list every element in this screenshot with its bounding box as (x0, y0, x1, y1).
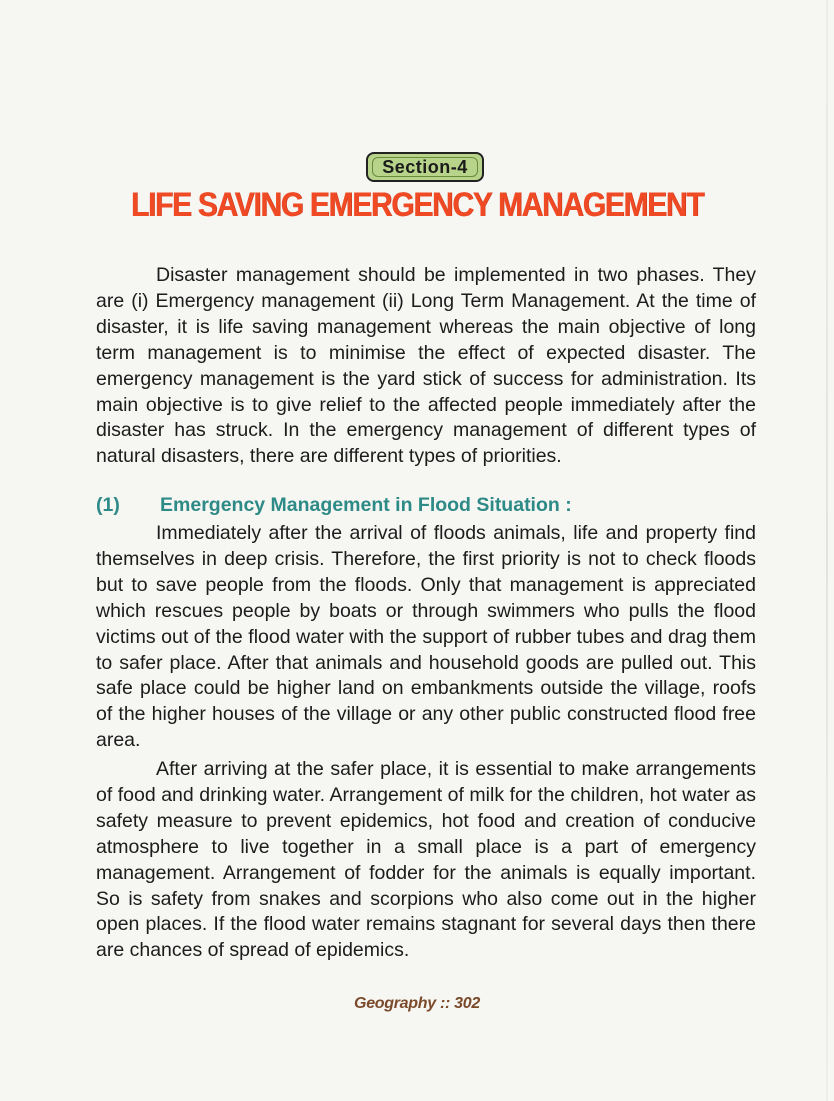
safer-place-paragraph: After arriving at the safer place, it is essential to make arrangements of food and drinking water. Arrangement of milk for the children, hot water as safety measure to prevent epidemics, hot food and creation of conducive atmosphere to live together in a small place is a part of emergency management. Arrangement of fodder for the animals is equally important. So is safety from snakes and scorpions who also come out in the higher open places. If the flood water remains stagnant for several days then there are chances of spread of epidemics. (96, 758, 756, 962)
intro-paragraph: Disaster management should be implemented in two phases. They are (i) Emergency management (ii) Long Term Management. At the time of disaster, it is life saving management whereas the main objective of long term management is to minimise the effect of expected disaster. The emergency management is the yard stick of success for administration. Its main objective is to give relief to the affected people immediately after the disaster has struck. In the emergency management of different types of natural disasters, there are different types of priorities. (96, 264, 756, 468)
page-edge-shadow (826, 0, 828, 1101)
section-badge (366, 152, 484, 182)
page-footer: Geography :: 302 (354, 995, 480, 1012)
flood-rescue-paragraph: Immediately after the arrival of floods animals, life and property find themselves in deep crisis. Therefore, the first priority is not to check floods but to save people from the floods. Only that management is appreciated which rescues people by boats or through swimmers who pulls the flood victims out of the flood water with the support of rubber tubes and drag them to safer place. After that animals and household goods are pulled out. This safe place could be higher land on embankments outside the village, roofs of the higher houses of the village or any other public constructed flood free area. (96, 522, 756, 752)
subsection-number: (1) (96, 494, 120, 516)
page-title: LIFE SAVING EMERGENCY MANAGEMENT (130, 186, 704, 224)
section-label: Section-4 (382, 156, 468, 177)
subsection-title: Emergency Management in Flood Situation : (160, 494, 572, 516)
subsection-heading (96, 494, 572, 517)
